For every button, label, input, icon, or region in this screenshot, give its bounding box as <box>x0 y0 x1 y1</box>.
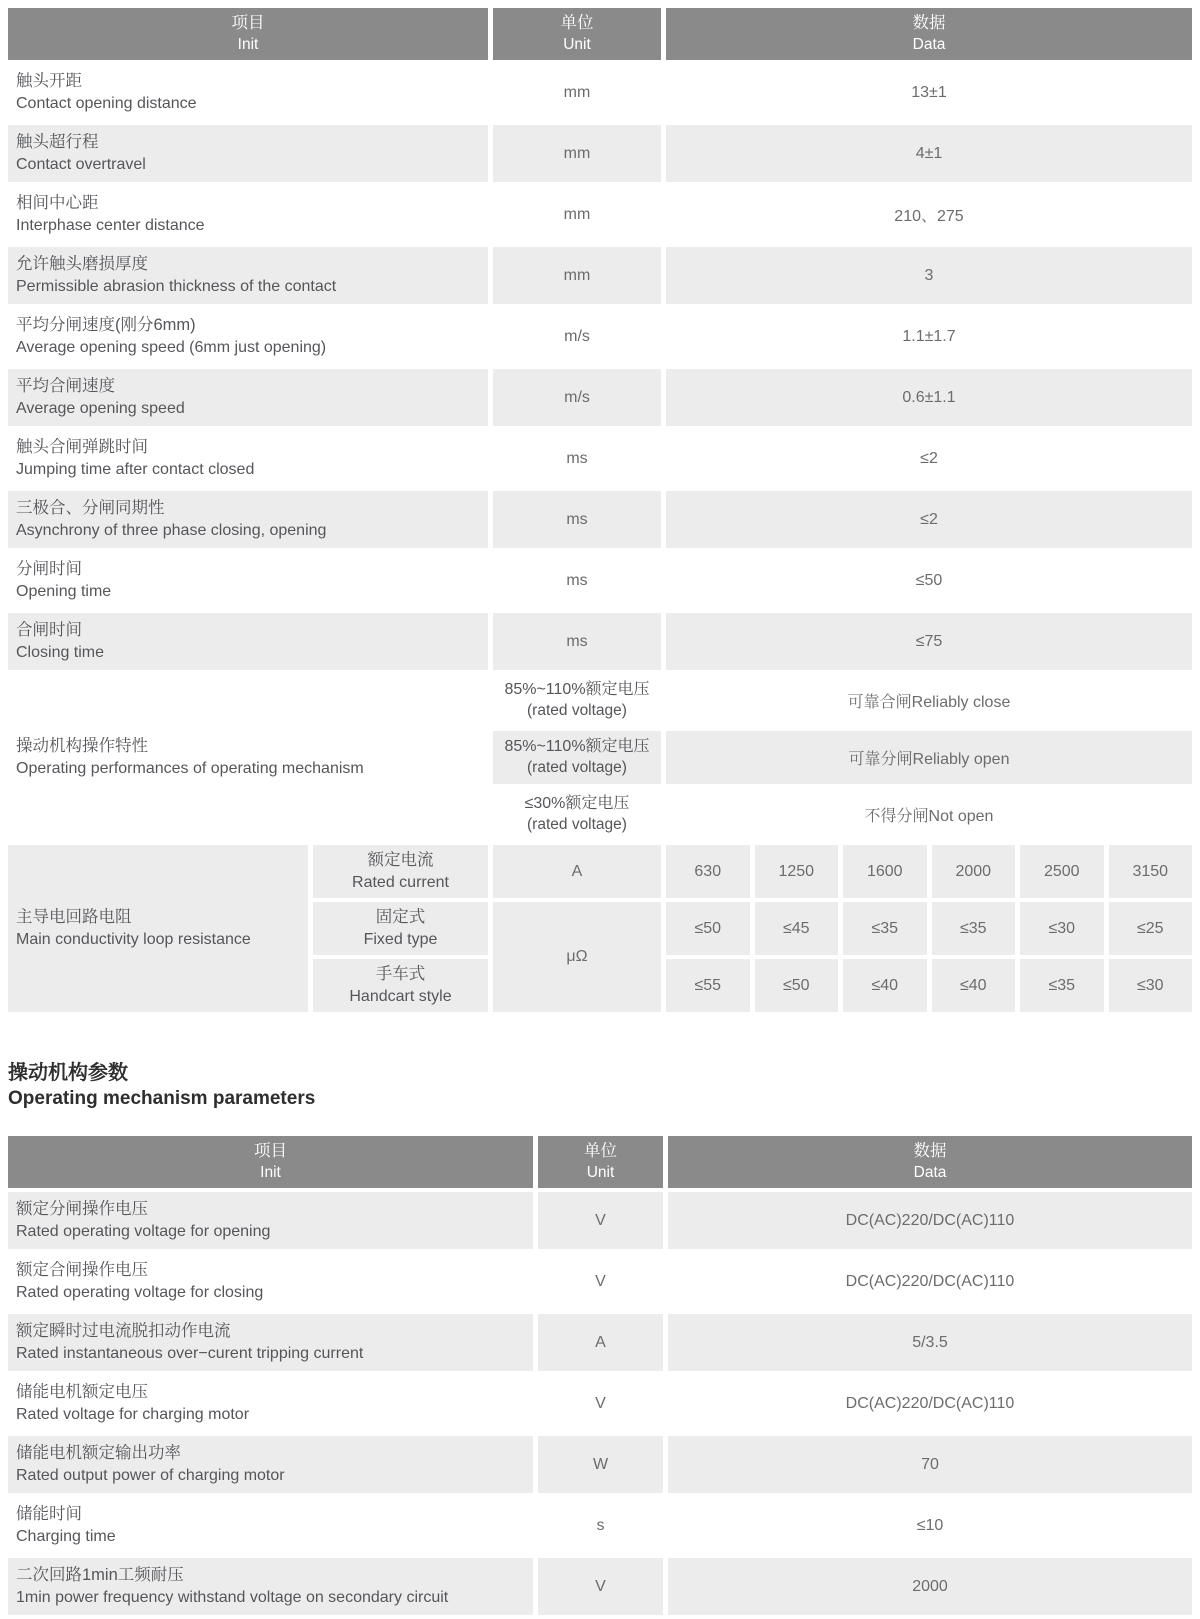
item-cell <box>8 247 488 304</box>
item-label-en: Charging time <box>16 1527 116 1545</box>
condition-en: (rated voltage) <box>527 815 627 833</box>
table-row <box>8 186 1192 243</box>
item-label-cn: 额定合闸操作电压 <box>16 1261 148 1280</box>
item-label-cn: 主导电回路电阻 <box>16 908 132 927</box>
unit-cell: ms <box>493 491 661 548</box>
unit-cell: ms <box>493 613 661 670</box>
condition-en: (rated voltage) <box>527 701 627 719</box>
value-cell: ≤45 <box>755 902 839 955</box>
item-label-cn: 触头超行程 <box>16 133 99 152</box>
item-cell <box>8 674 488 841</box>
header-data-en: Data <box>912 35 946 53</box>
item-label-cn: 平均合闸速度 <box>16 377 115 396</box>
data-cell: 13±1 <box>911 83 947 101</box>
item-cell <box>8 1253 533 1310</box>
header-data <box>666 8 1192 60</box>
value-cell: ≤25 <box>1109 902 1193 955</box>
value-cell: 1600 <box>843 845 927 898</box>
item-label-en: Interphase center distance <box>16 216 205 234</box>
table-row <box>8 1253 1192 1310</box>
item-label-en: Average opening speed <box>16 399 185 417</box>
section-heading-en: Operating mechanism parameters <box>8 1088 316 1109</box>
header-data-cn: 数据 <box>912 14 946 33</box>
item-label-cn: 触头开距 <box>16 72 82 91</box>
data-cell: ≤2 <box>920 449 938 467</box>
item-cell <box>8 1375 533 1432</box>
data-cell: DC(AC)220/DC(AC)110 <box>668 1192 1192 1249</box>
loop-resistance-row <box>8 845 1192 898</box>
value-cell: ≤40 <box>843 959 927 1012</box>
header-data-en: Data <box>913 1163 947 1181</box>
item-label-en: Average opening speed (6mm just opening) <box>16 338 327 356</box>
item-cell <box>8 369 488 426</box>
item-cell <box>8 613 488 670</box>
item-label-cn: 合闸时间 <box>16 621 82 640</box>
item-cell <box>8 491 488 548</box>
item-label-cn: 分闸时间 <box>16 560 82 579</box>
value-cell: 1250 <box>755 845 839 898</box>
item-label-en: Rated operating voltage for opening <box>16 1222 271 1240</box>
value-cell: ≤55 <box>666 959 750 1012</box>
unit-cell: V <box>538 1192 663 1249</box>
item-label-en: Main conductivity loop resistance <box>16 930 251 948</box>
header-data-cn: 数据 <box>913 1142 947 1161</box>
unit-cell: A <box>538 1314 663 1371</box>
value-cell: 630 <box>666 845 750 898</box>
sub-item-cn: 手车式 <box>375 965 426 984</box>
item-label-en: Operating performances of operating mechanism <box>16 759 364 777</box>
condition-cn: ≤30%额定电压 <box>524 795 630 813</box>
item-label-cn: 相间中心距 <box>16 194 99 213</box>
item-cell <box>8 1314 533 1371</box>
table-row <box>8 125 1192 182</box>
value-cell: ≤35 <box>843 902 927 955</box>
table-row <box>8 613 1192 670</box>
table-row <box>8 1192 1192 1249</box>
sub-item-en: Fixed type <box>363 930 438 948</box>
header-item <box>8 8 488 60</box>
header-unit <box>538 1136 663 1188</box>
item-cell <box>8 1497 533 1554</box>
item-label-cn: 允许触头磨损厚度 <box>16 255 148 274</box>
condition-cell <box>493 788 661 841</box>
unit-cell: ms <box>566 449 588 467</box>
section-heading-cn: 操动机构参数 <box>8 1062 128 1084</box>
unit-cell: mm <box>563 205 591 223</box>
table-row <box>8 491 1192 548</box>
data-cell: ≤75 <box>666 613 1192 670</box>
mechanism-parameters-table <box>3 1132 1197 1619</box>
item-cell <box>8 1558 533 1615</box>
data-cell: 210、275 <box>894 208 964 225</box>
item-label-en: Permissible abrasion thickness of the contact <box>16 277 337 295</box>
data-cell: ≤2 <box>666 491 1192 548</box>
sub-item-cn: 固定式 <box>375 908 426 927</box>
item-label-cn: 储能时间 <box>16 1505 82 1524</box>
item-cell <box>8 1192 533 1249</box>
condition-cell <box>493 731 661 784</box>
item-label-en: Contact opening distance <box>16 94 197 112</box>
header-unit <box>493 8 661 60</box>
item-label-cn: 三极合、分闸同期性 <box>16 499 165 518</box>
data-cell: DC(AC)220/DC(AC)110 <box>845 1394 1015 1412</box>
data-cell: DC(AC)220/DC(AC)110 <box>845 1272 1015 1290</box>
data-cell: 0.6±1.1 <box>666 369 1192 426</box>
item-cell <box>8 430 488 487</box>
unit-cell: ms <box>566 571 588 589</box>
header-unit-cn: 单位 <box>560 14 594 33</box>
item-label-en: Rated output power of charging motor <box>16 1466 285 1484</box>
item-cell <box>8 186 488 243</box>
unit-cell: W <box>538 1436 663 1493</box>
item-label-en: Closing time <box>16 643 105 661</box>
value-cell: ≤35 <box>1020 959 1104 1012</box>
unit-cell: m/s <box>564 327 590 345</box>
item-cell <box>8 308 488 365</box>
value-cell: ≤50 <box>755 959 839 1012</box>
unit-cell: V <box>595 1272 606 1290</box>
table-row <box>8 1497 1192 1554</box>
data-cell: 3 <box>666 247 1192 304</box>
condition-cn: 85%~110%额定电压 <box>504 681 650 699</box>
header-item-en: Init <box>260 1163 281 1181</box>
header-item <box>8 1136 533 1188</box>
item-label-cn: 触头合闸弹跳时间 <box>16 438 148 457</box>
unit-cell: s <box>596 1516 605 1534</box>
table-row <box>8 247 1192 304</box>
item-cell <box>8 845 308 1012</box>
unit-cell: mm <box>493 247 661 304</box>
value-cell: ≤30 <box>1109 959 1193 1012</box>
table-row <box>8 430 1192 487</box>
header-unit-en: Unit <box>586 1163 615 1181</box>
item-cell <box>8 552 488 609</box>
table-row <box>8 308 1192 365</box>
header-item-en: Init <box>237 35 259 53</box>
item-label-en: 1min power frequency withstand voltage on secondary circuit <box>16 1588 449 1606</box>
data-cell: 2000 <box>668 1558 1192 1615</box>
value-cell: 2500 <box>1020 845 1104 898</box>
data-cell: 1.1±1.7 <box>902 327 956 345</box>
item-cell <box>8 64 488 121</box>
header-unit-en: Unit <box>563 35 591 53</box>
data-cell: ≤50 <box>915 571 943 589</box>
item-label-cn: 储能电机额定输出功率 <box>16 1444 181 1463</box>
sub-item-cell <box>313 959 488 1012</box>
table-row <box>8 1436 1192 1493</box>
result-cell: 可靠合闸Reliably close <box>847 694 1011 711</box>
unit-cell: μΩ <box>493 902 661 1012</box>
table-header-row <box>8 8 1192 60</box>
data-cell: 5/3.5 <box>668 1314 1192 1371</box>
data-cell: 4±1 <box>666 125 1192 182</box>
data-cell: ≤10 <box>916 1516 944 1534</box>
item-label-cn: 储能电机额定电压 <box>16 1383 148 1402</box>
condition-cell <box>493 674 661 727</box>
header-data <box>668 1136 1192 1188</box>
characteristics-table <box>3 4 1197 1016</box>
table-row <box>8 552 1192 609</box>
item-label-cn: 额定分闸操作电压 <box>16 1200 148 1219</box>
section-heading <box>8 1056 1192 1110</box>
value-cell: 3150 <box>1109 845 1193 898</box>
table-row <box>8 369 1192 426</box>
item-label-en: Asynchrony of three phase closing, opening <box>16 521 327 539</box>
unit-cell: V <box>595 1394 606 1412</box>
table-row <box>8 1558 1192 1615</box>
sub-item-cell <box>313 902 488 955</box>
unit-cell: A <box>493 845 661 898</box>
table-row <box>8 64 1192 121</box>
unit-cell: mm <box>563 83 591 101</box>
data-cell: 70 <box>668 1436 1192 1493</box>
item-label-en: Contact overtravel <box>16 155 146 173</box>
condition-en: (rated voltage) <box>527 758 627 776</box>
table-row <box>8 1314 1192 1371</box>
unit-cell: V <box>538 1558 663 1615</box>
item-label-en: Rated instantaneous over−curent tripping current <box>16 1344 364 1362</box>
value-cell: ≤40 <box>932 959 1016 1012</box>
value-cell: ≤35 <box>932 902 1016 955</box>
header-item-cn: 项目 <box>254 1142 287 1161</box>
condition-cn: 85%~110%额定电压 <box>504 738 650 756</box>
result-cell: 不得分闸Not open <box>864 808 994 825</box>
sub-item-en: Rated current <box>352 873 449 891</box>
item-label-en: Rated voltage for charging motor <box>16 1405 250 1423</box>
header-unit-cn: 单位 <box>584 1142 617 1161</box>
item-label-cn: 额定瞬时过电流脱扣动作电流 <box>16 1322 231 1341</box>
item-cell <box>8 125 488 182</box>
table-header-row <box>8 1136 1192 1188</box>
value-cell: 2000 <box>932 845 1016 898</box>
table-row <box>8 1375 1192 1432</box>
unit-cell: mm <box>493 125 661 182</box>
item-label-en: Rated operating voltage for closing <box>16 1283 264 1301</box>
sub-item-cell <box>313 845 488 898</box>
item-label-en: Jumping time after contact closed <box>16 460 255 478</box>
sub-item-en: Handcart style <box>349 987 452 1005</box>
result-cell: 可靠分闸Reliably open <box>666 731 1192 784</box>
operating-performances-row <box>8 674 1192 727</box>
item-label-cn: 二次回路1min工频耐压 <box>16 1566 184 1585</box>
header-item-cn: 项目 <box>231 14 265 33</box>
item-cell <box>8 1436 533 1493</box>
item-label-cn: 操动机构操作特性 <box>16 737 148 756</box>
unit-cell: m/s <box>493 369 661 426</box>
value-cell: ≤30 <box>1020 902 1104 955</box>
value-cell: ≤50 <box>666 902 750 955</box>
sub-item-cn: 额定电流 <box>367 851 434 870</box>
item-label-en: Opening time <box>16 582 112 600</box>
item-label-cn: 平均分闸速度(刚分6mm) <box>16 316 196 335</box>
